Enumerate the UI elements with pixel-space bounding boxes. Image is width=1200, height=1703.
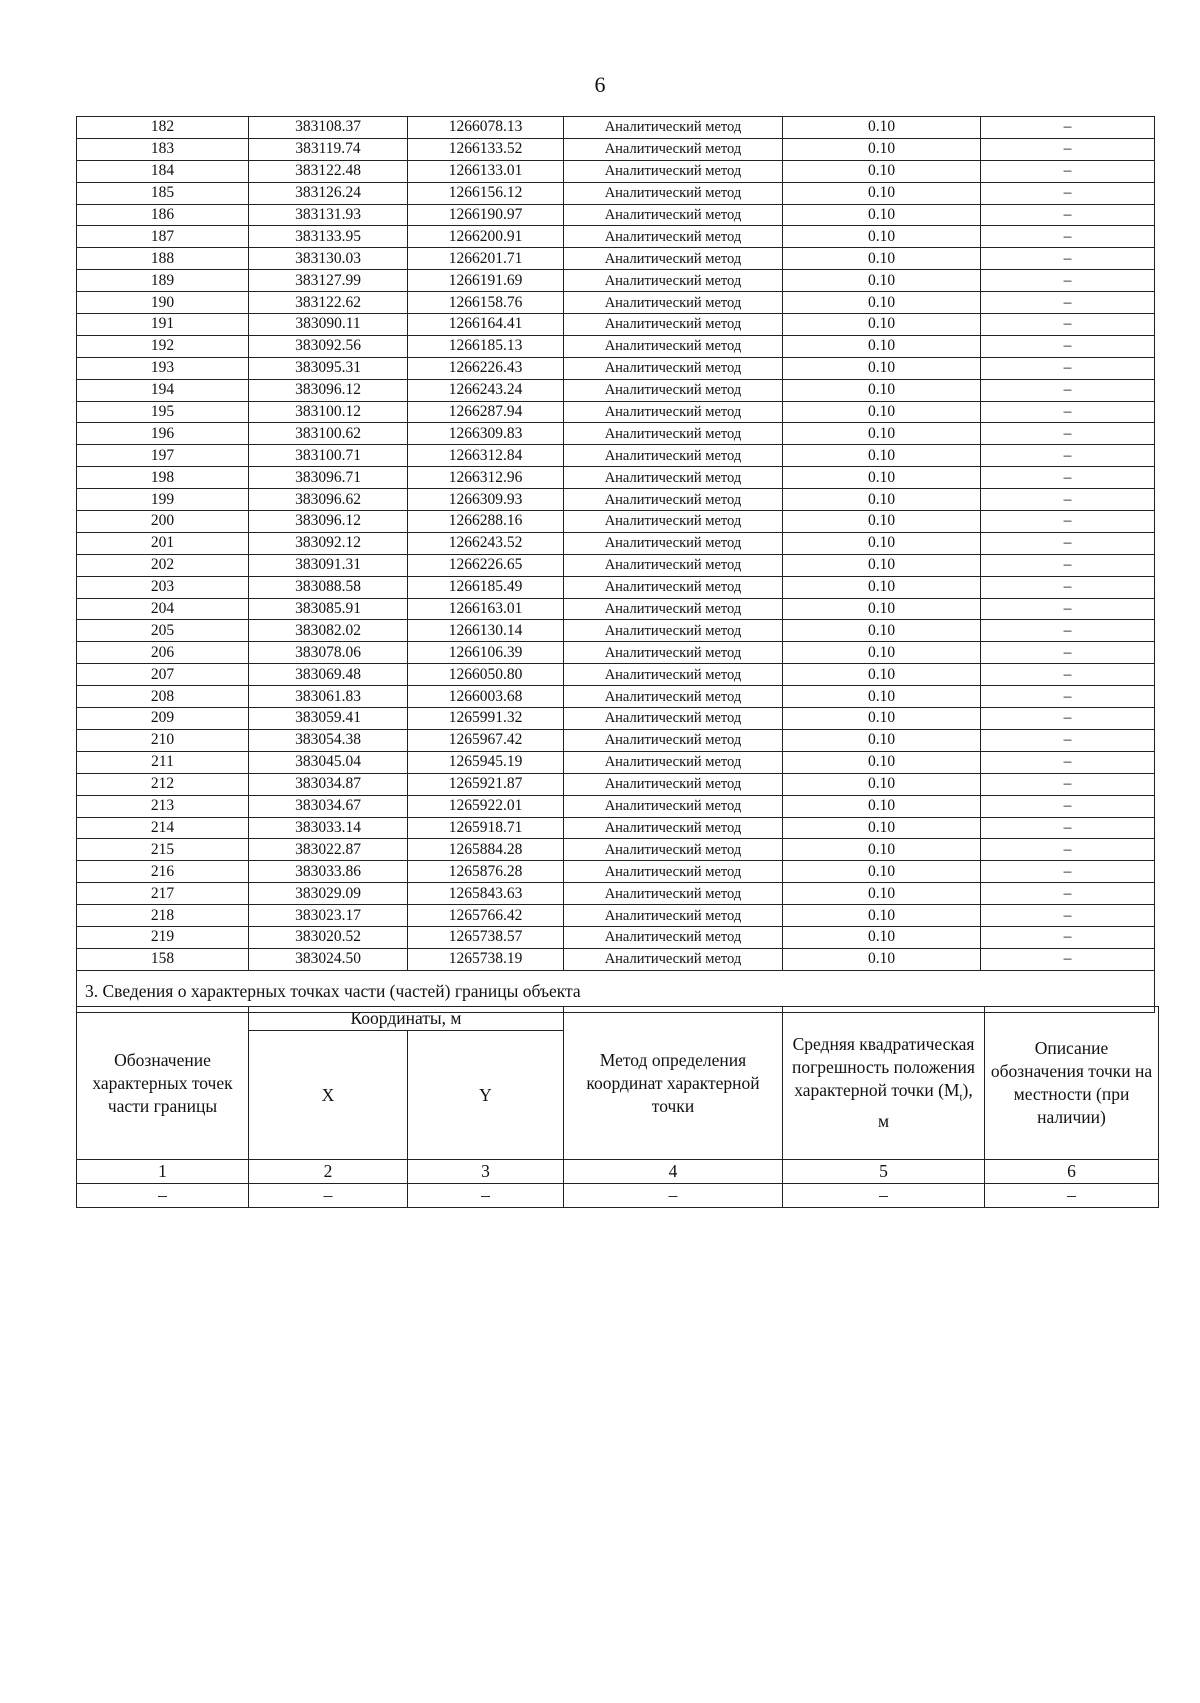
table-row [77, 292, 1155, 314]
description-cell: – [981, 817, 1155, 839]
error-cell: 0.10 [783, 751, 981, 773]
coord-x-cell: 383122.62 [249, 292, 408, 314]
coord-x-cell: 383020.52 [249, 926, 408, 948]
table-row [77, 751, 1155, 773]
table-row [77, 1184, 1159, 1208]
error-cell: 0.10 [783, 357, 981, 379]
description-cell: – [981, 620, 1155, 642]
table-row [77, 905, 1155, 927]
coord-x-cell: 383059.41 [249, 708, 408, 730]
coord-y-cell: 1266190.97 [408, 204, 564, 226]
table-row [77, 883, 1155, 905]
table-row [77, 576, 1155, 598]
method-cell: Аналитический метод [564, 401, 783, 423]
part-boundary-points-table [76, 1006, 1159, 1208]
error-cell: 0.10 [783, 686, 981, 708]
error-cell: 0.10 [783, 620, 981, 642]
table-row [77, 379, 1155, 401]
description-cell: – [981, 861, 1155, 883]
point-number-cell: 197 [77, 445, 249, 467]
table-row [77, 204, 1155, 226]
table-row [77, 795, 1155, 817]
description-cell: – [981, 773, 1155, 795]
point-number-cell: 190 [77, 292, 249, 314]
point-number-cell: 188 [77, 248, 249, 270]
point-number-cell: 207 [77, 664, 249, 686]
coord-y-cell: 1265991.32 [408, 708, 564, 730]
point-number-cell: 216 [77, 861, 249, 883]
error-cell: 0.10 [783, 182, 981, 204]
description-cell: – [981, 839, 1155, 861]
method-cell: Аналитический метод [564, 905, 783, 927]
description-cell: – [981, 467, 1155, 489]
coord-y-cell: 1266288.16 [408, 511, 564, 533]
description-cell: – [981, 423, 1155, 445]
header-coordinates: Координаты, м [249, 1007, 564, 1031]
coord-x-cell: 383078.06 [249, 642, 408, 664]
table-row [77, 489, 1155, 511]
table-row [77, 445, 1155, 467]
description-cell: – [981, 489, 1155, 511]
table-row [77, 598, 1155, 620]
header-description: Описание обозначения точки на местности (при наличии) [985, 1007, 1159, 1160]
point-number-cell: 195 [77, 401, 249, 423]
method-cell: Аналитический метод [564, 926, 783, 948]
coord-y-cell: 1265738.19 [408, 948, 564, 970]
table-row [77, 467, 1155, 489]
method-cell: Аналитический метод [564, 751, 783, 773]
point-number-cell: 212 [77, 773, 249, 795]
table-row [77, 401, 1155, 423]
coord-y-cell: 1266226.43 [408, 357, 564, 379]
table-row [77, 314, 1155, 336]
error-cell: 0.10 [783, 905, 981, 927]
point-number-cell: 200 [77, 511, 249, 533]
description-cell: – [981, 795, 1155, 817]
description-cell: – [981, 379, 1155, 401]
description-cell: – [981, 182, 1155, 204]
header-x: X [249, 1031, 408, 1160]
method-cell: Аналитический метод [564, 292, 783, 314]
method-cell: Аналитический метод [564, 642, 783, 664]
coord-y-cell: 1266243.24 [408, 379, 564, 401]
point-number-cell: 214 [77, 817, 249, 839]
table-row [77, 620, 1155, 642]
table-row [77, 532, 1155, 554]
method-cell: Аналитический метод [564, 795, 783, 817]
coord-y-cell: 1266050.80 [408, 664, 564, 686]
table-row [77, 248, 1155, 270]
point-number-cell: 187 [77, 226, 249, 248]
description-cell: – [981, 226, 1155, 248]
point-number-cell: 185 [77, 182, 249, 204]
cell: – [783, 1184, 985, 1208]
coord-x-cell: 383033.86 [249, 861, 408, 883]
description-cell: – [981, 138, 1155, 160]
point-number-cell: 206 [77, 642, 249, 664]
description-cell: – [981, 708, 1155, 730]
point-number-cell: 194 [77, 379, 249, 401]
coord-x-cell: 383034.67 [249, 795, 408, 817]
description-cell: – [981, 926, 1155, 948]
header-method: Метод определения координат характерной точки [564, 1007, 783, 1160]
coord-y-cell: 1266226.65 [408, 554, 564, 576]
description-cell: – [981, 117, 1155, 139]
point-number-cell: 202 [77, 554, 249, 576]
error-cell: 0.10 [783, 817, 981, 839]
point-number-cell: 189 [77, 270, 249, 292]
error-cell: 0.10 [783, 204, 981, 226]
column-number: 1 [77, 1160, 249, 1184]
coord-x-cell: 383023.17 [249, 905, 408, 927]
method-cell: Аналитический метод [564, 620, 783, 642]
coord-x-cell: 383096.12 [249, 511, 408, 533]
table-row [77, 861, 1155, 883]
error-cell: 0.10 [783, 554, 981, 576]
description-cell: – [981, 642, 1155, 664]
point-number-cell: 158 [77, 948, 249, 970]
error-cell: 0.10 [783, 511, 981, 533]
coord-y-cell: 1266158.76 [408, 292, 564, 314]
table-row [77, 117, 1155, 139]
coord-x-cell: 383090.11 [249, 314, 408, 336]
coord-y-cell: 1266163.01 [408, 598, 564, 620]
coord-y-cell: 1265843.63 [408, 883, 564, 905]
error-cell: 0.10 [783, 532, 981, 554]
point-number-cell: 204 [77, 598, 249, 620]
method-cell: Аналитический метод [564, 817, 783, 839]
coord-x-cell: 383092.12 [249, 532, 408, 554]
coord-x-cell: 383022.87 [249, 839, 408, 861]
coord-x-cell: 383096.71 [249, 467, 408, 489]
coord-y-cell: 1265876.28 [408, 861, 564, 883]
coord-x-cell: 383100.62 [249, 423, 408, 445]
error-cell: 0.10 [783, 708, 981, 730]
coord-x-cell: 383100.71 [249, 445, 408, 467]
coord-y-cell: 1266003.68 [408, 686, 564, 708]
description-cell: – [981, 248, 1155, 270]
description-cell: – [981, 905, 1155, 927]
coord-y-cell: 1266185.13 [408, 335, 564, 357]
coord-x-cell: 383108.37 [249, 117, 408, 139]
description-cell: – [981, 948, 1155, 970]
method-cell: Аналитический метод [564, 576, 783, 598]
coord-y-cell: 1266078.13 [408, 117, 564, 139]
point-number-cell: 209 [77, 708, 249, 730]
method-cell: Аналитический метод [564, 445, 783, 467]
point-number-cell: 208 [77, 686, 249, 708]
coord-y-cell: 1266312.84 [408, 445, 564, 467]
cell: – [249, 1184, 408, 1208]
table-row [77, 423, 1155, 445]
point-number-cell: 186 [77, 204, 249, 226]
error-cell: 0.10 [783, 117, 981, 139]
error-cell: 0.10 [783, 226, 981, 248]
error-cell: 0.10 [783, 270, 981, 292]
coord-y-cell: 1265766.42 [408, 905, 564, 927]
table-row [77, 708, 1155, 730]
error-cell: 0.10 [783, 642, 981, 664]
coord-y-cell: 1266200.91 [408, 226, 564, 248]
error-cell: 0.10 [783, 729, 981, 751]
method-cell: Аналитический метод [564, 664, 783, 686]
table-row [77, 270, 1155, 292]
point-number-cell: 193 [77, 357, 249, 379]
error-cell: 0.10 [783, 335, 981, 357]
point-number-cell: 182 [77, 117, 249, 139]
coord-x-cell: 383082.02 [249, 620, 408, 642]
coord-x-cell: 383034.87 [249, 773, 408, 795]
coord-y-cell: 1265918.71 [408, 817, 564, 839]
method-cell: Аналитический метод [564, 839, 783, 861]
error-cell: 0.10 [783, 248, 981, 270]
column-number: 4 [564, 1160, 783, 1184]
table-row [77, 335, 1155, 357]
description-cell: – [981, 883, 1155, 905]
method-cell: Аналитический метод [564, 182, 783, 204]
coord-x-cell: 383024.50 [249, 948, 408, 970]
description-cell: – [981, 204, 1155, 226]
header-designation: Обозначение характерных точек части границы [77, 1007, 249, 1160]
description-cell: – [981, 314, 1155, 336]
point-number-cell: 199 [77, 489, 249, 511]
coord-x-cell: 383126.24 [249, 182, 408, 204]
method-cell: Аналитический метод [564, 948, 783, 970]
section-3-title: 3. Сведения о характерных точках части (частей) границы объекта [77, 970, 1155, 1012]
coord-x-cell: 383095.31 [249, 357, 408, 379]
point-number-cell: 183 [77, 138, 249, 160]
coord-y-cell: 1265945.19 [408, 751, 564, 773]
coord-x-cell: 383045.04 [249, 751, 408, 773]
method-cell: Аналитический метод [564, 226, 783, 248]
point-number-cell: 219 [77, 926, 249, 948]
table-row [77, 642, 1155, 664]
description-cell: – [981, 335, 1155, 357]
method-cell: Аналитический метод [564, 773, 783, 795]
error-cell: 0.10 [783, 795, 981, 817]
method-cell: Аналитический метод [564, 357, 783, 379]
error-cell: 0.10 [783, 839, 981, 861]
method-cell: Аналитический метод [564, 138, 783, 160]
coord-y-cell: 1266309.93 [408, 489, 564, 511]
coord-y-cell: 1266164.41 [408, 314, 564, 336]
point-number-cell: 211 [77, 751, 249, 773]
description-cell: – [981, 445, 1155, 467]
coord-y-cell: 1266243.52 [408, 532, 564, 554]
point-number-cell: 192 [77, 335, 249, 357]
cell: – [985, 1184, 1159, 1208]
error-cell: 0.10 [783, 160, 981, 182]
coord-y-cell: 1266309.83 [408, 423, 564, 445]
method-cell: Аналитический метод [564, 511, 783, 533]
point-number-cell: 201 [77, 532, 249, 554]
table-row [77, 729, 1155, 751]
error-cell: 0.10 [783, 664, 981, 686]
coord-x-cell: 383100.12 [249, 401, 408, 423]
method-cell: Аналитический метод [564, 270, 783, 292]
point-number-cell: 213 [77, 795, 249, 817]
description-cell: – [981, 357, 1155, 379]
boundary-points-table [76, 116, 1155, 1013]
method-cell: Аналитический метод [564, 160, 783, 182]
error-cell: 0.10 [783, 489, 981, 511]
point-number-cell: 184 [77, 160, 249, 182]
column-number: 6 [985, 1160, 1159, 1184]
description-cell: – [981, 729, 1155, 751]
description-cell: – [981, 686, 1155, 708]
method-cell: Аналитический метод [564, 861, 783, 883]
error-cell: 0.10 [783, 576, 981, 598]
error-cell: 0.10 [783, 883, 981, 905]
coord-y-cell: 1266133.52 [408, 138, 564, 160]
description-cell: – [981, 598, 1155, 620]
point-number-cell: 205 [77, 620, 249, 642]
method-cell: Аналитический метод [564, 686, 783, 708]
table-row [77, 138, 1155, 160]
method-cell: Аналитический метод [564, 379, 783, 401]
coord-x-cell: 383069.48 [249, 664, 408, 686]
coord-x-cell: 383061.83 [249, 686, 408, 708]
coord-y-cell: 1266185.49 [408, 576, 564, 598]
coord-y-cell: 1266312.96 [408, 467, 564, 489]
description-cell: – [981, 664, 1155, 686]
error-cell: 0.10 [783, 467, 981, 489]
table-row [77, 182, 1155, 204]
table-row [77, 926, 1155, 948]
coord-x-cell: 383096.62 [249, 489, 408, 511]
coord-y-cell: 1266133.01 [408, 160, 564, 182]
table-row [77, 664, 1155, 686]
table-row [77, 511, 1155, 533]
point-number-cell: 203 [77, 576, 249, 598]
coord-x-cell: 383127.99 [249, 270, 408, 292]
coord-x-cell: 383054.38 [249, 729, 408, 751]
description-cell: – [981, 511, 1155, 533]
page-number: 6 [594, 72, 606, 97]
error-cell: 0.10 [783, 926, 981, 948]
coord-x-cell: 383029.09 [249, 883, 408, 905]
point-number-cell: 218 [77, 905, 249, 927]
method-cell: Аналитический метод [564, 532, 783, 554]
coord-y-cell: 1266191.69 [408, 270, 564, 292]
error-cell: 0.10 [783, 138, 981, 160]
column-number: 5 [783, 1160, 985, 1184]
error-cell: 0.10 [783, 948, 981, 970]
coord-y-cell: 1265884.28 [408, 839, 564, 861]
coord-y-cell: 1266287.94 [408, 401, 564, 423]
point-number-cell: 191 [77, 314, 249, 336]
method-cell: Аналитический метод [564, 708, 783, 730]
coord-y-cell: 1265738.57 [408, 926, 564, 948]
method-cell: Аналитический метод [564, 335, 783, 357]
description-cell: – [981, 751, 1155, 773]
method-cell: Аналитический метод [564, 248, 783, 270]
point-number-cell: 215 [77, 839, 249, 861]
coord-x-cell: 383091.31 [249, 554, 408, 576]
table-row [77, 554, 1155, 576]
method-cell: Аналитический метод [564, 554, 783, 576]
point-number-cell: 196 [77, 423, 249, 445]
header-error: Средняя квадратическая погрешность положения характерной точки $(М_t)$, м [783, 1007, 985, 1160]
coord-x-cell: 383033.14 [249, 817, 408, 839]
description-cell: – [981, 160, 1155, 182]
cell: – [408, 1184, 564, 1208]
column-number: 3 [408, 1160, 564, 1184]
error-cell: 0.10 [783, 861, 981, 883]
error-cell: 0.10 [783, 773, 981, 795]
method-cell: Аналитический метод [564, 729, 783, 751]
table-row [77, 226, 1155, 248]
table-row [77, 357, 1155, 379]
point-number-cell: 210 [77, 729, 249, 751]
method-cell: Аналитический метод [564, 598, 783, 620]
method-cell: Аналитический метод [564, 423, 783, 445]
table-row [77, 817, 1155, 839]
table-row [77, 773, 1155, 795]
column-number: 2 [249, 1160, 408, 1184]
cell: – [77, 1184, 249, 1208]
coord-y-cell: 1265922.01 [408, 795, 564, 817]
method-cell: Аналитический метод [564, 117, 783, 139]
cell: – [564, 1184, 783, 1208]
coord-y-cell: 1266130.14 [408, 620, 564, 642]
description-cell: – [981, 554, 1155, 576]
error-cell: 0.10 [783, 379, 981, 401]
method-cell: Аналитический метод [564, 314, 783, 336]
table-row [77, 686, 1155, 708]
error-cell: 0.10 [783, 598, 981, 620]
description-cell: – [981, 576, 1155, 598]
coord-y-cell: 1265967.42 [408, 729, 564, 751]
method-cell: Аналитический метод [564, 204, 783, 226]
coord-y-cell: 1266106.39 [408, 642, 564, 664]
error-cell: 0.10 [783, 292, 981, 314]
coord-x-cell: 383085.91 [249, 598, 408, 620]
error-cell: 0.10 [783, 401, 981, 423]
error-cell: 0.10 [783, 314, 981, 336]
coord-x-cell: 383130.03 [249, 248, 408, 270]
method-cell: Аналитический метод [564, 883, 783, 905]
coord-y-cell: 1265921.87 [408, 773, 564, 795]
description-cell: – [981, 532, 1155, 554]
coord-x-cell: 383092.56 [249, 335, 408, 357]
coord-x-cell: 383119.74 [249, 138, 408, 160]
description-cell: – [981, 270, 1155, 292]
coord-y-cell: 1266201.71 [408, 248, 564, 270]
description-cell: – [981, 292, 1155, 314]
coord-x-cell: 383131.93 [249, 204, 408, 226]
table-row [77, 160, 1155, 182]
description-cell: – [981, 401, 1155, 423]
table-row [77, 948, 1155, 970]
coord-y-cell: 1266156.12 [408, 182, 564, 204]
coord-x-cell: 383096.12 [249, 379, 408, 401]
coord-x-cell: 383088.58 [249, 576, 408, 598]
error-cell: 0.10 [783, 445, 981, 467]
coord-x-cell: 383133.95 [249, 226, 408, 248]
error-cell: 0.10 [783, 423, 981, 445]
point-number-cell: 217 [77, 883, 249, 905]
method-cell: Аналитический метод [564, 489, 783, 511]
header-y: Y [408, 1031, 564, 1160]
column-numbers-row [77, 1160, 1159, 1184]
point-number-cell: 198 [77, 467, 249, 489]
method-cell: Аналитический метод [564, 467, 783, 489]
coord-x-cell: 383122.48 [249, 160, 408, 182]
table-row [77, 839, 1155, 861]
